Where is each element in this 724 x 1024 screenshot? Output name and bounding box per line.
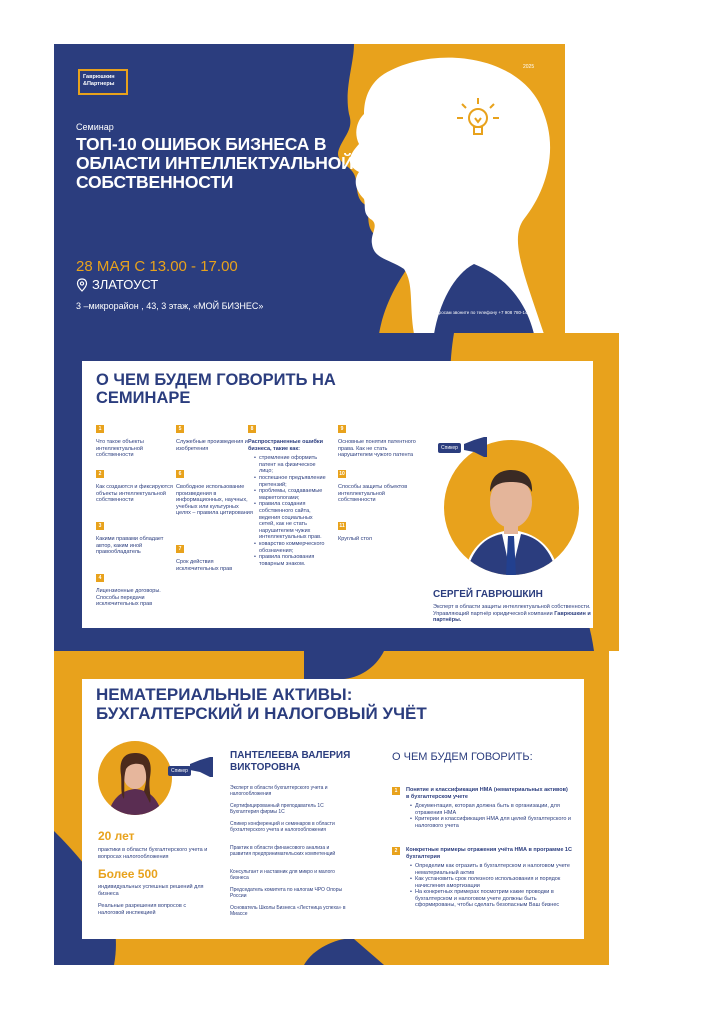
agenda-item-1: 1 Что такое объекты интеллектуальной собственности [96, 426, 144, 459]
megaphone-icon [462, 437, 488, 457]
topic-2-bullets: • Определим как отразить в бухгалтерском и налоговом учете нематериальный актив • Как установить срок полезного использования и порядок начисления амортизации • На конкретных примерах посмотрим какие проводки в бухгалтерском и налоговом учете должны быть сформированы, чтобы сделать безопасным Ваш бизнес [410, 863, 572, 909]
seminar-label: Семинар [76, 122, 114, 132]
speaker2-photo [98, 741, 172, 815]
credential-item: Спикер конференций и семинаров в области бухгалтерского учета и налогообложения [230, 821, 335, 833]
agenda-item-9: 9 Основные понятия патентного права. Как не стать нарушителем чужого патента [338, 426, 416, 459]
phone-note: По всем вопросам звоните по телефону +7 908 780-14-16 [413, 310, 535, 315]
company-logo: Гаврюшкин &Партнеры [78, 69, 128, 95]
topic-1-bullets: • Документация, которая должна быть в организации, для отражения НМА • Критерии и классификация НМА для целей бухгалтерского и налогового учета [410, 803, 572, 829]
topic-1: 1 Понятие и классификация НМА (нематериальных активов) в бухгалтерском учете • Документация, которая должна быть в организации, для отражения НМА • Критерии и классификация НМА для целей бухгалтерского и налогового учета [392, 787, 572, 829]
seminar-date: 28 МАЯ С 13.00 - 17.00 [76, 258, 238, 275]
experience-text: практики в области бухгалтерского учета и вопросах налогообложения [98, 847, 208, 860]
speaker2-badge: Спикер [168, 766, 191, 776]
credential-item: Основатель Школы Бизнеса «Лестница успеха» в Миассе [230, 905, 346, 917]
credential-item: Практик в области финансового анализа и развития предпринимательских компетенций [230, 845, 336, 857]
agenda-item-11: 11 Круглый стол [338, 523, 372, 542]
topics-title: О ЧЕМ БУДЕМ ГОВОРИТЬ: [392, 751, 533, 763]
location-pin-icon [76, 278, 88, 292]
experience-years: 20 лет [98, 829, 135, 843]
credential-item: Председатель комитета по налогам ЧРО Опоры России [230, 887, 343, 899]
credential-item: Консультант и наставник для микро и малого бизнеса [230, 869, 335, 881]
agenda-item-4: 4 Лицензионные договоры. Способы передачи исключительных прав [96, 575, 161, 608]
seminar-title: ТОП-10 ОШИБОК БИЗНЕСА В ОБЛАСТИ ИНТЕЛЛЕКТУАЛЬНОЙ СОБСТВЕННОСТИ [76, 134, 354, 192]
agenda-item-8-bullets: • стремление оформить патент на физическое лицо; • поспешное предъявление претензий; • проблемы, создаваемые маркетологами; • правила создания собственного сайта, ведения социальных сетей, как не стать нарушителем чужих интеллектуальных прав. • коварство коммерческого обозначения; • правила пользования товарным знаком. [254, 455, 328, 567]
lightbulb-icon [456, 96, 500, 142]
solutions-text: индивидуальных успешных решений для бизнеса [98, 884, 204, 897]
agenda-item-2: 2 Как создаются и фиксируются объекты интеллектуальной собственности [96, 471, 173, 504]
seminar-cover-slide [54, 44, 565, 334]
year-label: 2025 [523, 64, 535, 70]
seminar-address: 3 –микрорайон , 43, 3 этаж, «МОЙ БИЗНЕС» [76, 301, 264, 311]
speaker-photo [444, 440, 579, 575]
agenda-item-10: 10 Способы защиты объектов интеллектуальной собственности [338, 471, 408, 504]
agenda-card [82, 361, 593, 628]
speaker-name: СЕРГЕЙ ГАВРЮШКИН [433, 589, 543, 600]
solutions-count: Более 500 [98, 867, 158, 881]
tax-resolution-text: Реальные разрешения вопросов с налоговой инспекцией [98, 903, 187, 916]
agenda-item-3: 3 Какими правами обладает автор, каким иной правообладатель [96, 523, 164, 556]
agenda-item-7: 7 Срок действия исключительных прав [176, 546, 233, 572]
credential-item: Сертифицированный преподаватель 1С Бухгалтерия фирмы 1С [230, 803, 324, 815]
speaker-badge: Спикер [438, 443, 461, 453]
credential-item: Эксперт в области бухгалтерского учета и налогообложения [230, 785, 328, 797]
agenda-item-8: 8 Распространенные ошибки бизнеса, такие как: • стремление оформить патент на физическое лицо; • поспешное предъявление претензий; • проблемы, создаваемые маркетологами; • правила создания собственного сайта, ведения социальных сетей, как не стать нарушителем чужих интеллектуальных прав. • коварство коммерческого обозначения; • правила пользования товарным знаком. [248, 425, 328, 567]
speaker2-name: ПАНТЕЛЕЕВА ВАЛЕРИЯ ВИКТОРОВНА [230, 750, 351, 773]
intangible-assets-card [82, 679, 584, 939]
speaker-description: Эксперт в области защиты интеллектуальной собственности. Управляющий партнёр юридической компании Гаврюшкин и партнёры. [433, 604, 591, 623]
intangible-assets-slide [54, 651, 609, 965]
megaphone-icon [188, 757, 214, 777]
agenda-slide [54, 333, 619, 651]
agenda-title: О ЧЕМ БУДЕМ ГОВОРИТЬ НА СЕМИНАРЕ [96, 371, 336, 407]
seminar-city: ЗЛАТОУСТ [92, 277, 159, 292]
agenda-item-5: 5 Служебные произведения и изобретения [176, 426, 248, 452]
agenda-item-6: 6 Свободное использование произведения в информационных, научных, учебных или культурных целях – правила цитирования [176, 471, 253, 517]
topic-2: 2 Конкретные примеры отражения учёта НМА в программе 1С бухгалтерия • Определим как отразить в бухгалтерском и налоговом учете нематериальный актив • Как установить срок полезного использования и порядок начисления амортизации • На конкретных примерах посмотрим какие проводки в бухгалтерском и налоговом учете должны быть сформированы, чтобы сделать безопасным Ваш бизнес [392, 847, 572, 909]
slide3-title: НЕМАТЕРИАЛЬНЫЕ АКТИВЫ: БУХГАЛТЕРСКИЙ И НАЛОГОВЫЙ УЧЁТ [96, 685, 427, 723]
